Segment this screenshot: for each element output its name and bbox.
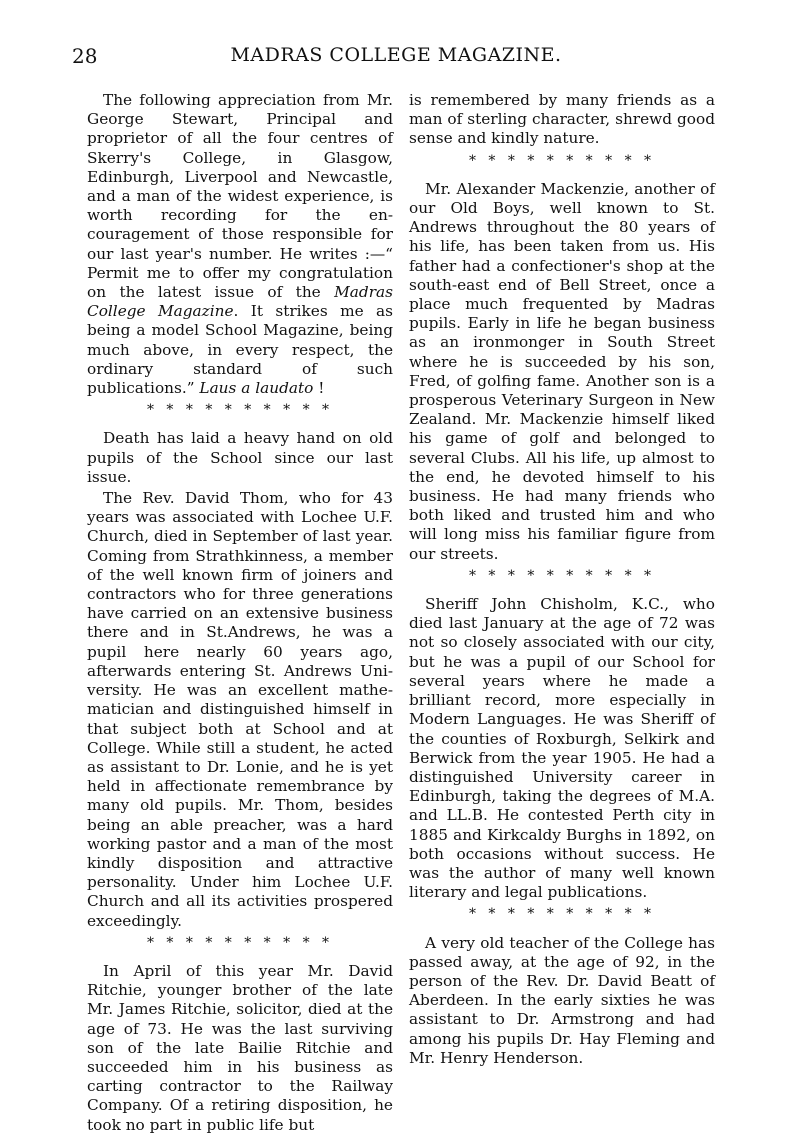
paragraph-appreciation (87, 91, 393, 398)
appreciation-text-b: . It strikes me as being a model School Magazine, being much above, in every respect, the ordinary standard of such publications.” (87, 302, 393, 398)
appreciation-text-c: ! (313, 379, 325, 398)
section-separator: * * * * * * * * * * (468, 906, 656, 923)
magazine-title-italic: Madras College Magazine (87, 283, 393, 321)
section-separator: * * * * * * * * * * (468, 152, 656, 169)
paragraph-alexander-mackenzie: Mr. Alexander Mackenzie, another of our Old Boys, well known to St. Andrews throughout the 80 years of his life, has been taken from us. His father had a confectioner's shop at the south-east end of Bell Street, once a place much frequented by Madras pupils. Early in life he began business as an ironmonger in South Street where he is succeeded by his son, Fred, of golfing fame. Another son is a prosperous Veterinary Surgeon in New Zealand. Mr. Mackenzie himself liked his game of golf and belonged to several Clubs. All his life, up almost to the end, he devoted himself to his business. He had many friends who both liked and trusted him and who will long miss his familiar figure from our streets. (409, 179, 715, 563)
section-separator: * * * * * * * * * * (468, 567, 656, 584)
right-column (409, 91, 715, 1070)
paragraph-david-ritchie: In April of this year Mr. David Ritchie, younger brother of the late Mr. James Ritchie, solicitor, died at the age of 73. He was the last surviving son of the late Bailie Ritchie and succeeded him in his business as carting contractor to the Railway Company. Of a retiring disposition, he took no part in public life but (87, 961, 393, 1134)
paragraph-death-notice: Death has laid a heavy hand on old pupils of the School since our last issue. (87, 429, 393, 486)
section-separator: * * * * * * * * * * (146, 402, 334, 419)
appreciation-text-a: The following appreciation from Mr. George Stewart, Principal and proprietor of all the four centres of Skerry's College, in Glasgow, Edinburgh, Liverpool and Newcastle, and a man of the widest experience, is worth recording for the encouragement of those responsible for our last year's number. He writes :—“ Permit me to offer my congratulation on the latest issue of the (87, 91, 393, 302)
running-title: MADRAS COLLEGE MAGAZINE. (230, 44, 562, 66)
laus-a-laudato-italic: Laus a laudato (199, 379, 314, 398)
paragraph-ritchie-continued: is remembered by many friends as a man of sterling character, shrewd good sense and kindly nature. (409, 91, 715, 148)
paragraph-john-chisholm: Sheriff John Chisholm, K.C., who died last January at the age of 72 was not so closely associated with our city, but he was a pupil of our School for several years where he made a brilliant record, more especially in Modern Languages. He was Sheriff of the counties of Roxburgh, Selkirk and Berwick from the year 1905. He had a distinguished University career in Edinburgh, taking the degrees of M.A. and LL.B. He contested Perth city in 1885 and Kirkcaldy Burghs in 1892, on both occasions without success. He was the author of many well known literary and legal publications. (409, 595, 715, 902)
paragraph-david-beatt: A very old teacher of the College has passed away, at the age of 92, in the person of the Rev. Dr. David Beatt of Aberdeen. In the early sixties he was assistant to Dr. Armstrong and had among his pupils Dr. Hay Fleming and Mr. Henry Henderson. (409, 933, 715, 1067)
section-separator: * * * * * * * * * * (146, 934, 334, 951)
left-column (87, 91, 393, 1137)
paragraph-david-thom: The Rev. David Thom, who for 43 years was associated with Lochee U.F. Church, died in September of last year. Coming from Strathkinness, a member of the well known firm of joiners and contractors who for three generations have carried on an extensive business there and in St.Andrews, he was a pupil here nearly 60 years ago, afterwards entering St. Andrews University. He was an excellent mathematician and distinguished himself in that subject both at School and at College. While still a student, he acted as assistant to Dr. Lonie, and he is yet held in affectionate remembrance by many old pupils. Mr. Thom, besides being an able preacher, was a hard working pastor and a man of the most kindly disposition and attractive personality. Under him Lochee U.F. Church and all its activities prospered exceedingly. (87, 489, 393, 930)
page-number: 28 (72, 44, 98, 68)
page-header (72, 44, 720, 74)
